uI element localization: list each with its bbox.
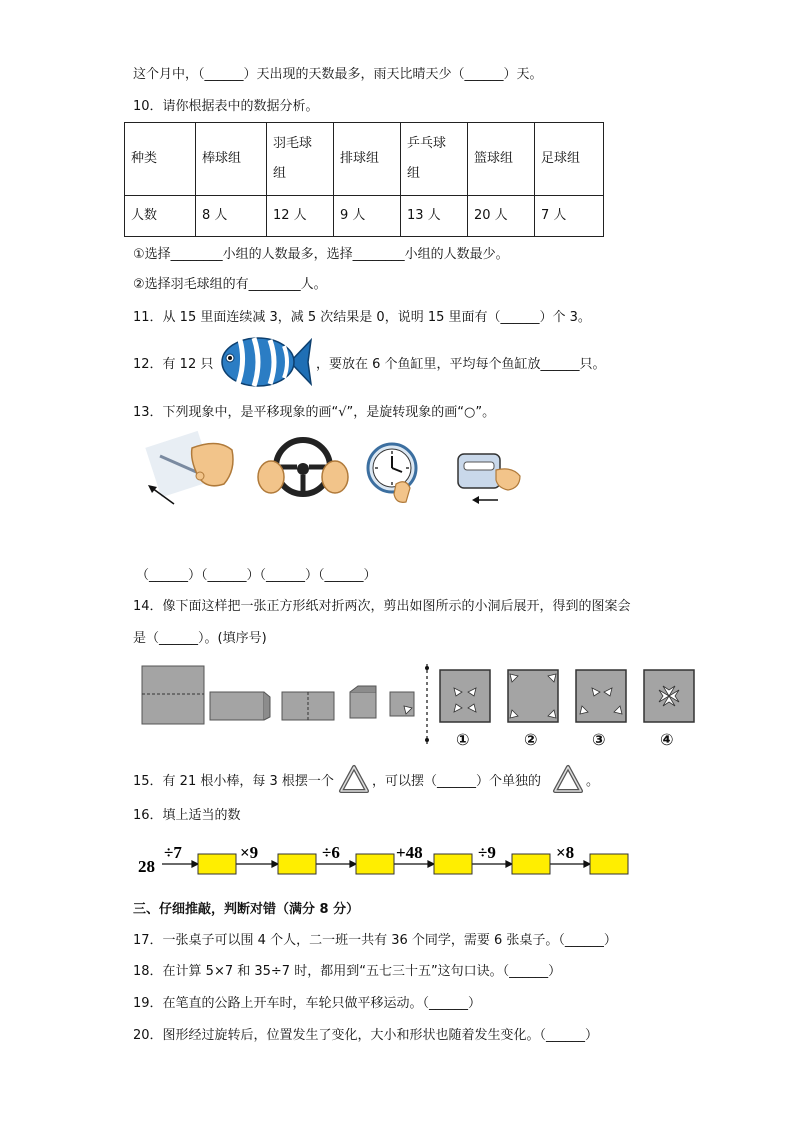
chain-op-3: ÷6 [322, 843, 340, 862]
paper-folding-diagram [136, 662, 698, 748]
header-cell-baseball: 棒球组 [196, 123, 267, 196]
q12-text-before: 12．有 12 只 [133, 357, 214, 372]
q14-text-line2: 是（______）。(填序号) [133, 631, 267, 646]
answer-box[interactable] [434, 854, 472, 874]
stick-triangle-icon [552, 764, 584, 794]
chain-op-1: ÷7 [164, 843, 182, 862]
pulling-drawer-picture [140, 430, 240, 510]
clock-picture [366, 440, 422, 504]
header-cell-basketball: 篮球组 [468, 123, 535, 196]
table-header-row [125, 123, 604, 196]
q17-text: 17．一张桌子可以围 4 个人，二一班一共有 36 个同学，需要 6 张桌子。（______） [133, 933, 617, 948]
option-2-label: ② [524, 730, 538, 749]
q9-tail-text: 这个月中，（______）天出现的天数最多，雨天比晴天少（______）天。 [133, 67, 543, 82]
option-4-pattern [644, 670, 694, 722]
header-cell-football: 足球组 [535, 123, 604, 196]
q10-sub2: ②选择羽毛球组的有________人。 [133, 277, 327, 292]
value-cell: 8 人 [196, 196, 267, 237]
chain-start-number: 28 [138, 857, 155, 876]
option-3-pattern [576, 670, 626, 722]
q14-text-line1: 14．像下面这样把一张正方形纸对折两次，剪出如图所示的小洞后展开，得到的图案会 [133, 599, 631, 614]
option-4-label: ④ [660, 730, 674, 749]
row-label: 人数 [125, 196, 196, 237]
header-cell-kind: 种类 [125, 123, 196, 196]
q11-text: 11．从 15 里面连续减 3，减 5 次结果是 0，说明 15 里面有（______）个 3。 [133, 310, 591, 325]
fish-icon [214, 332, 312, 392]
q13-text: 13．下列现象中，是平移现象的画“√”，是旋转现象的画“○”。 [133, 405, 496, 420]
option-1-pattern [440, 670, 490, 722]
header-cell-badminton: 羽毛球 组 [267, 123, 334, 196]
q10-sub1: ①选择________小组的人数最多，选择________小组的人数最少。 [133, 247, 509, 262]
chain-op-6: ×8 [556, 843, 575, 862]
answer-box[interactable] [512, 854, 550, 874]
table-row [125, 196, 604, 237]
q13-answer-blanks: （______）（______）（______）（______） [136, 568, 377, 583]
chain-op-5: ÷9 [478, 843, 496, 862]
q19-text: 19．在笔直的公路上开车时，车轮只做平移运动。（______） [133, 996, 482, 1011]
option-1-label: ① [456, 730, 470, 749]
q15-text-after: 。 [586, 774, 600, 789]
q18-text: 18．在计算 5×7 和 35÷7 时，都用到“五七三十五”这句口诀。（______） [133, 964, 562, 979]
sliding-card-picture [452, 448, 524, 508]
q10-table [124, 122, 604, 237]
chain-op-4: +48 [396, 843, 423, 862]
stick-triangle-icon [338, 764, 370, 794]
calculation-chain [136, 840, 636, 882]
q10-title: 10．请你根据表中的数据分析。 [133, 99, 319, 114]
option-2-pattern [508, 670, 558, 722]
answer-box[interactable] [198, 854, 236, 874]
value-cell: 12 人 [267, 196, 334, 237]
section-3-heading: 三、仔细推敲，判断对错（满分 8 分） [133, 902, 360, 917]
value-cell: 20 人 [468, 196, 535, 237]
answer-box[interactable] [590, 854, 628, 874]
value-cell: 9 人 [334, 196, 401, 237]
steering-wheel-picture [256, 435, 350, 499]
header-cell-pingpong: 乒乓球 组 [401, 123, 468, 196]
answer-box[interactable] [356, 854, 394, 874]
option-3-label: ③ [592, 730, 606, 749]
value-cell: 7 人 [535, 196, 604, 237]
chain-op-2: ×9 [240, 843, 259, 862]
value-cell: 13 人 [401, 196, 468, 237]
q20-text: 20．图形经过旋转后，位置发生了变化，大小和形状也随着发生变化。（______） [133, 1028, 599, 1043]
q16-title: 16．填上适当的数 [133, 808, 241, 823]
answer-box[interactable] [278, 854, 316, 874]
q15-text-middle: ，可以摆（______）个单独的 [372, 774, 542, 789]
header-cell-volleyball: 排球组 [334, 123, 401, 196]
q15-text-before: 15．有 21 根小棒，每 3 根摆一个 [133, 774, 334, 789]
q12-text-after: ，要放在 6 个鱼缸里，平均每个鱼缸放______只。 [316, 357, 606, 372]
